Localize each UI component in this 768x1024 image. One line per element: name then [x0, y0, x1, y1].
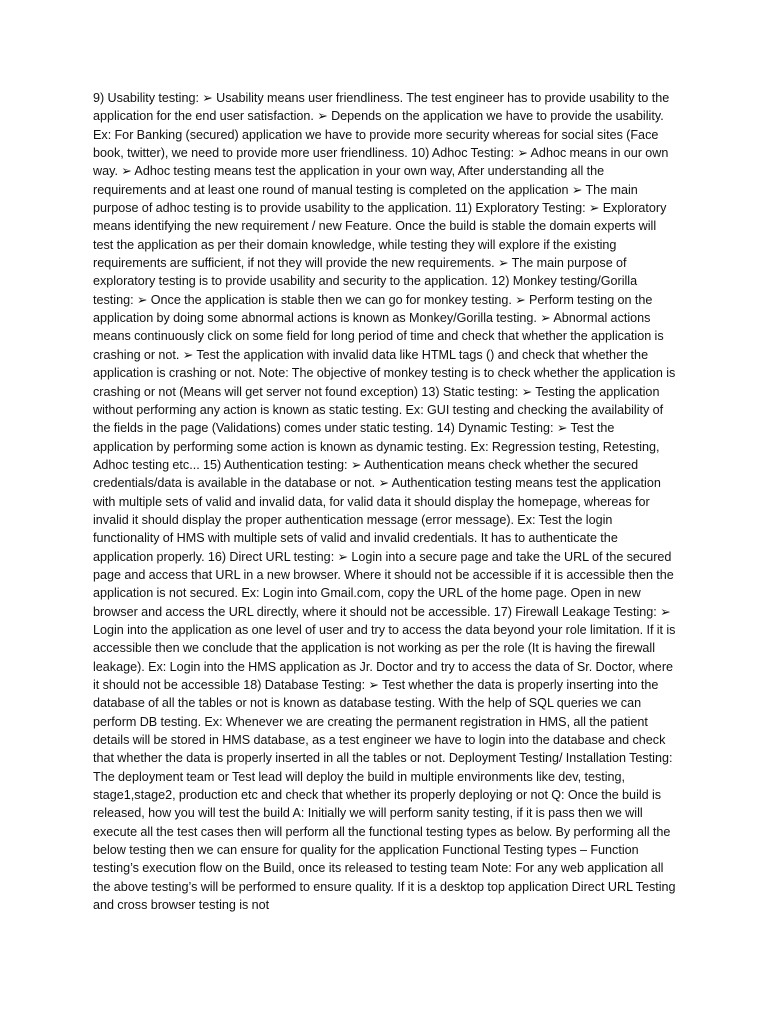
body-paragraph: 9) Usability testing: ➢ Usability means user friendliness. The test engineer has to provide usability to the application for the end user satisfaction. ➢ Depends on the application we have to provide the usability. Ex: For Banking (secured) application we have to provide more security whereas for social sites (Face book, twitter), we need to provide more user friendliness. 10) Adhoc Testing: ➢ Adhoc means in our own way. ➢ Adhoc testing means test the application in your own way, After understanding all the requirements and at least one round of manual testing is completed on the application ➢ The main purpose of adhoc testing is to provide usability to the application. 11) Exploratory Testing: ➢ Exploratory means identifying the new requirement / new Feature. Once the build is stable the domain experts will test the application as per their domain knowledge, while testing they will explore if the existing requirements are sufficient, if not they will provide the new requirements. ➢ The main purpose of exploratory testing is to provide usability and security to the application. 12) Monkey testing/Gorilla testing: ➢ Once the application is stable then we can go for monkey testing. ➢ Perform testing on the application by doing some abnormal actions is known as Monkey/Gorilla testing. ➢ Abnormal actions means continuously click on some field for long period of time and check that whether the application is crashing or not. ➢ Test the application with invalid data like HTML tags () and check that whether the application is crashing or not. Note: The objective of monkey testing is to check whether the application is crashing or not (Means will get server not found exception) 13) Static testing: ➢ Testing the application without performing any action is known as static testing. Ex: GUI testing and checking the availability of the fields in the page (Validations) comes under static testing. 14) Dynamic Testing: ➢ Test the application by performing some action is known as dynamic testing. Ex: Regression testing, Retesting, Adhoc testing etc... 15) Authentication testing: ➢ Authentication means check whether the secured credentials/data is available in the database or not. ➢ Authentication testing means test the application with multiple sets of valid and invalid data, for valid data it should display the homepage, whereas for invalid it should display the proper authentication message (error message). Ex: Test the login functionality of HMS with multiple sets of valid and invalid credentials. It has to authenticate the application properly. 16) Direct URL testing: ➢ Login into a secure page and take the URL of the secured page and access that URL in a new browser. Where it should not be accessible if it is accessible then the application is not secured. Ex: Login into Gmail.com, copy the URL of the home page. Open in new browser and access the URL directly, where it should not be accessible. 17) Firewall Leakage Testing: ➢ Login into the application as one level of user and try to access the data beyond your role limitation. If it is accessible then we conclude that the application is not working as per the role (It is having the firewall leakage). Ex: Login into the HMS application as Jr. Doctor and try to access the data of Sr. Doctor, where it should not be accessible 18) Database Testing: ➢ Test whether the data is properly inserting into the database of all the tables or not is known as database testing. With the help of SQL queries we can perform DB testing. Ex: Whenever we are creating the permanent registration in HMS, all the patient details will be stored in HMS database, as a test engineer we have to login into the database and check that whether the data is properly inserted in all the tables or not. Deployment Testing/ Installation Testing: The deployment team or Test lead will deploy the build in multiple environments like dev, testing, stage1,stage2, production etc and check that whether its properly deploying or not Q: Once the build is released, how you will test the build A: Initially we will perform sanity testing, if it is pass then we will execute all the test cases then will perform all the functional testing types as below. By performing all the below testing then we can ensure for quality for the application Functional Testing types – Function testing’s execution flow on the Build, once its released to testing team Note: For any web application all the above testing’s will be performed to ensure quality. If it is a desktop top application Direct URL Testing and cross browser testing is not — [93, 91, 676, 913]
